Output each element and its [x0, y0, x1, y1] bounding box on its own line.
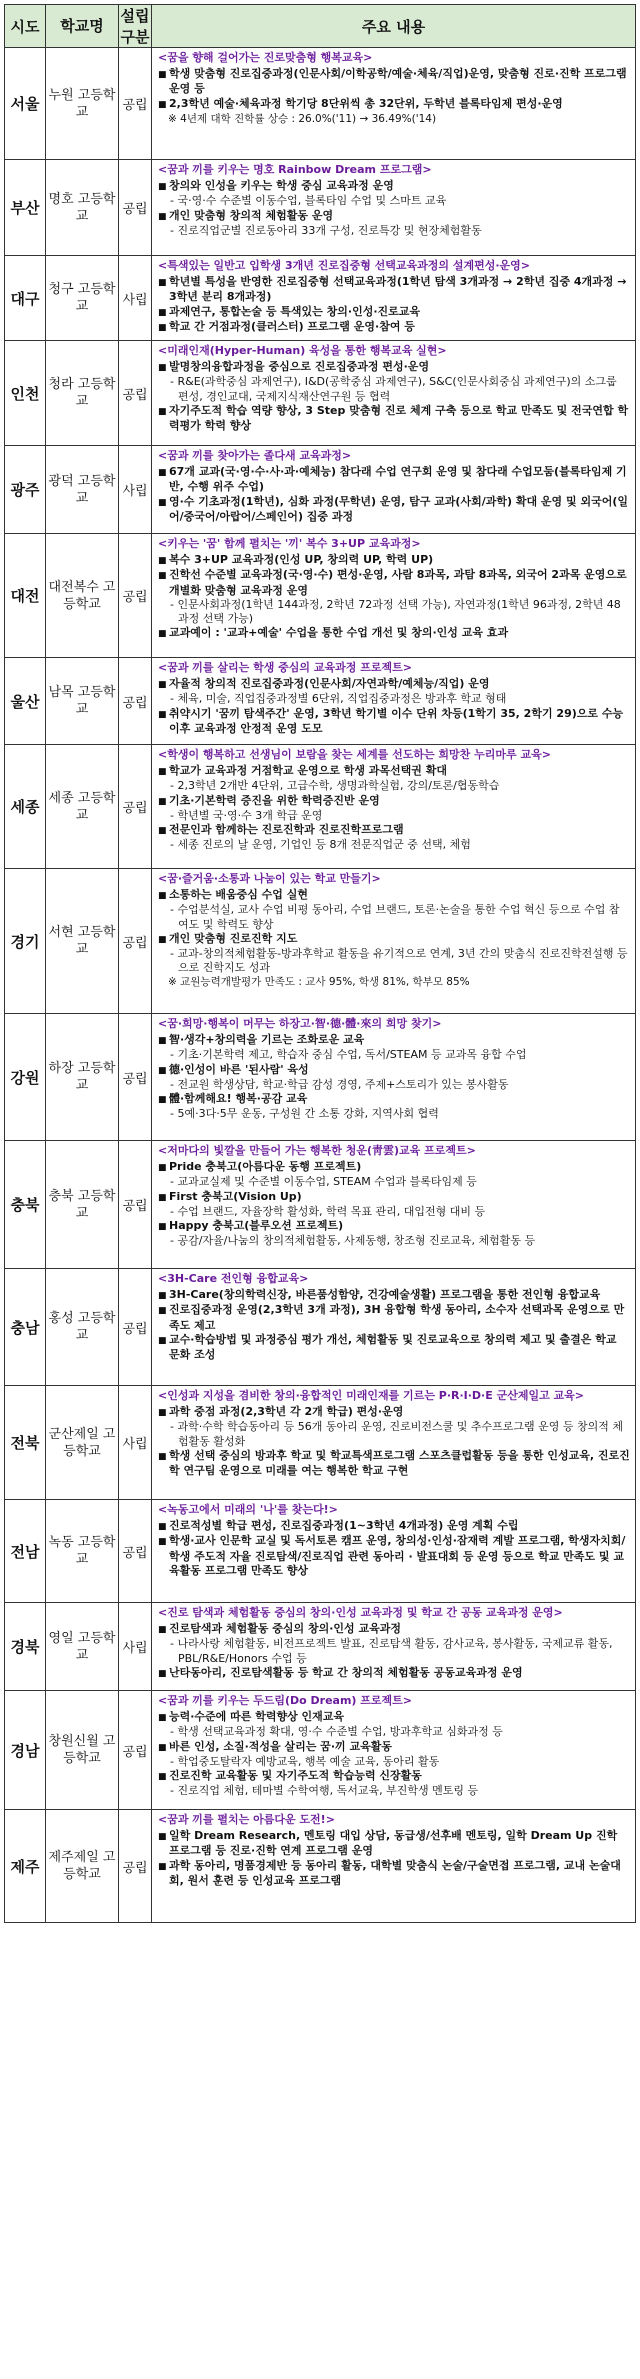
program-title: <꿈과 끼를 찾아가는 졸다새 교육과정> [158, 449, 352, 462]
header-type: 설립구분 [119, 5, 152, 48]
bullet-item: ■ 진로탐색과 체험활동 중심의 창의·인성 교육과정 [158, 1622, 630, 1637]
bullet-item: ■ 창의와 인성을 키우는 학생 중심 교육과정 운영 [158, 179, 630, 194]
school-name-cell: 녹동 고등학교 [46, 1500, 119, 1603]
establishment-type-cell: 공립 [119, 160, 152, 256]
school-name-cell: 홍성 고등학교 [46, 1269, 119, 1386]
sub-item: - 교과-창의적체험활동-방과후학교 활동을 유기적으로 연계, 3년 간의 맞춤식 진로진학전설행 등으로 진학지도 성과 [158, 947, 630, 975]
region-cell: 대구 [5, 256, 46, 341]
establishment-type-cell: 공립 [119, 745, 152, 869]
sub-item: - 전교원 학생상담, 학교·학급 감성 경영, 주제+스토리가 있는 봉사활동 [158, 1078, 630, 1092]
school-program-table [4, 4, 636, 1923]
school-name-cell: 하장 고등학교 [46, 1014, 119, 1141]
program-title: <꿈·희망·행복이 머무는 하장고·智·德·體·來의 희망 찾기> [158, 1017, 442, 1030]
bullet-item: ■ 소통하는 배움중심 수업 실현 [158, 888, 630, 903]
bullet-item: ■ 개인 맞춤형 진로진학 지도 [158, 932, 630, 947]
region-cell: 경북 [5, 1603, 46, 1691]
table-row [5, 1500, 636, 1603]
establishment-type-cell: 공립 [119, 1141, 152, 1269]
program-title: <꿈과 끼를 펼치는 아름다운 도전!> [158, 1813, 335, 1826]
region-cell: 전북 [5, 1386, 46, 1500]
region-cell: 전남 [5, 1500, 46, 1603]
establishment-type-cell: 공립 [119, 1269, 152, 1386]
main-content-cell [152, 1691, 636, 1810]
program-title: <꿈을 향해 걸어가는 진로맞춤형 행복교육> [158, 51, 373, 64]
bullet-item: ■ 기초·기본학력 증진을 위한 학력증진반 운영 [158, 794, 630, 809]
main-content-cell [152, 1014, 636, 1141]
bullet-item: ■ 학교 간 거점과정(클러스터) 프로그램 운영·참여 등 [158, 320, 630, 335]
region-cell: 울산 [5, 658, 46, 745]
table-row [5, 1269, 636, 1386]
sub-item: - 체육, 미술, 직업집중과정별 6단위, 직업집중과정은 방과후 학교 형태 [158, 692, 630, 706]
bullet-item: ■ 전문인과 함께하는 진로진학과 진로진학프로그램 [158, 823, 630, 838]
bullet-item: ■ 난타동아리, 진로탐색활동 등 학교 간 창의적 체험활동 공동교육과정 운영 [158, 1666, 630, 1681]
main-content-cell [152, 1269, 636, 1386]
table-row [5, 745, 636, 869]
program-title: <키우는 '꿈' 함께 펼치는 '끼' 복수 3+UP 교육과정> [158, 537, 421, 550]
school-name-cell: 청구 고등학교 [46, 256, 119, 341]
table-row [5, 341, 636, 446]
program-title: <학생이 행복하고 선생님이 보람을 찾는 세계를 선도하는 희망찬 누리마루 교육> [158, 748, 551, 761]
header-content: 주요 내용 [152, 5, 636, 48]
bullet-item: ■ 진로진학 교육활동 및 자기주도적 학습능력 신장활동 [158, 1769, 630, 1784]
school-name-cell: 충북 고등학교 [46, 1141, 119, 1269]
bullet-item: ■ 학생·교사 인문학 교실 및 독서토론 캠프 운영, 창의성·인성·잠재력 계발 프로그램, 학생자치회/학생 주도적 자율 진로탐색/진로직업 관련 동아리 · 발표대회 등 운영 등으로 학교 만족도 및 교육활동 프로그램 만족도 향상 [158, 1534, 630, 1578]
bullet-item: ■ 발명창의융합과정을 중심으로 진로집중과정 편성·운영 [158, 360, 630, 375]
region-cell: 광주 [5, 446, 46, 534]
main-content-cell [152, 1810, 636, 1923]
bullet-item: ■ 2,3학년 예술·체육과정 학기당 8단위씩 총 32단위, 두학년 블록타임제 편성·운영 [158, 97, 630, 112]
establishment-type-cell: 공립 [119, 48, 152, 160]
sub-item: - 2,3학년 2개반 4단위, 고급수학, 생명과학실험, 강의/토론/협동학습 [158, 779, 630, 793]
note-item: ※ 4년제 대학 진학률 상승 : 26.0%('11) → 36.49%('14) [168, 112, 437, 125]
region-cell: 세종 [5, 745, 46, 869]
program-title: <저마다의 빛깔을 만들어 가는 행복한 청운(靑雲)교육 프로젝트> [158, 1144, 476, 1157]
program-title: <꿈·즐거움·소통과 나눔이 있는 학교 만들기> [158, 872, 381, 885]
school-name-cell: 누원 고등학교 [46, 48, 119, 160]
main-content-cell [152, 534, 636, 658]
establishment-type-cell: 공립 [119, 1810, 152, 1923]
program-title: <인성과 지성을 겸비한 창의·융합적인 미래인재를 기르는 P·R·I·D·E 군산제일고 교육> [158, 1389, 585, 1402]
sub-item: - 국·영·수 수준별 이동수업, 블록타임 수업 및 스마트 교육 [158, 194, 630, 208]
school-name-cell: 제주제일 고등학교 [46, 1810, 119, 1923]
bullet-item: ■ 영·수 기초과정(1학년), 심화 과정(무학년) 운영, 탐구 교과(사회/과학) 확대 운영 및 외국어(일어/중국어/아랍어/스페인어) 집중 과정 [158, 495, 630, 524]
bullet-item: ■ 학년별 특성을 반영한 진로집중형 선택교육과정(1학년 탐색 3개과정 → 2학년 집중 4개과정 → 3학년 분리 8개과정) [158, 275, 630, 304]
main-content-cell [152, 869, 636, 1014]
header-school: 학교명 [46, 5, 119, 48]
bullet-item: ■ 능력·수준에 따른 학력향상 인재교육 [158, 1710, 630, 1725]
table-row [5, 256, 636, 341]
sub-item: - 학년별 국·영·수 3개 학급 운영 [158, 809, 630, 823]
bullet-item: ■ 바른 인성, 소질·적성을 살리는 꿈·끼 교육활동 [158, 1740, 630, 1755]
bullet-item: ■ 교과예이 : '교과+예술' 수업을 통한 수업 개선 및 창의·인성 교육 효과 [158, 626, 630, 641]
establishment-type-cell: 사립 [119, 256, 152, 341]
sub-item: - 기초·기본학력 제고, 학습자 중심 수업, 독서/STEAM 등 교과목 융합 수업 [158, 1048, 630, 1062]
school-name-cell: 광덕 고등학교 [46, 446, 119, 534]
sub-item: - 수업 브랜드, 자율장학 활성화, 학력 목표 관리, 대입전형 대비 등 [158, 1205, 630, 1219]
sub-item: - 나라사랑 체험활동, 비전프로젝트 발표, 진로탐색 활동, 감사교육, 봉사활동, 국제교류 활동, PBL/R&E/Honors 수업 등 [158, 1637, 630, 1665]
program-title: <3H-Care 전인형 융합교육> [158, 1272, 309, 1285]
header-region: 시도 [5, 5, 46, 48]
bullet-item: ■ 교수·학습방법 및 과정중심 평가 개선, 체험활동 및 진로교육으로 창의력 제고 및 출결은 학교 문화 조성 [158, 1333, 630, 1362]
bullet-item: ■ 과학 동아리, 명품경제반 등 동아리 활동, 대학별 맞춤식 논술/구술면접 프로그램, 교내 논술대회, 원서 훈련 등 인성교육 프로그램 [158, 1859, 630, 1888]
bullet-item: ■ 진로적성별 학급 편성, 진로집중과정(1~3학년 4개과정) 운영 계획 수립 [158, 1519, 630, 1534]
sub-item: - 진로직업군별 진로동아리 33개 구성, 진로특강 및 현장체험활동 [158, 224, 630, 238]
bullet-item: ■ 개인 맞춤형 창의적 체험활동 운영 [158, 209, 630, 224]
sub-item: - 세종 진로의 날 운영, 기업인 등 8개 전문직업군 중 선택, 체험 [158, 838, 630, 852]
region-cell: 경기 [5, 869, 46, 1014]
establishment-type-cell: 공립 [119, 341, 152, 446]
school-name-cell: 서현 고등학교 [46, 869, 119, 1014]
bullet-item: ■ 과제연구, 통합논술 등 특색있는 창의·인성·진로교육 [158, 305, 630, 320]
program-title: <꿈과 끼를 살리는 학생 중심의 교육과정 프로젝트> [158, 661, 412, 674]
sub-item: - 5예·3다·5무 운동, 구성원 간 소통 강화, 지역사회 협력 [158, 1107, 630, 1121]
main-content-cell [152, 658, 636, 745]
main-content-cell [152, 160, 636, 256]
bullet-item: ■ 복수 3+UP 교육과정(인성 UP, 창의력 UP, 학력 UP) [158, 553, 630, 568]
region-cell: 충북 [5, 1141, 46, 1269]
table-row [5, 160, 636, 256]
establishment-type-cell: 사립 [119, 1386, 152, 1500]
establishment-type-cell: 공립 [119, 1691, 152, 1810]
establishment-type-cell: 사립 [119, 1603, 152, 1691]
sub-item: - 수업분석실, 교사 수업 비평 동아리, 수업 브랜드, 토론·논술을 통한 수업 혁신 등으로 수업 참여도 및 학력도 향상 [158, 903, 630, 931]
region-cell: 제주 [5, 1810, 46, 1923]
main-content-cell [152, 1386, 636, 1500]
main-content-cell [152, 745, 636, 869]
bullet-item: ■ 3H-Care(창의학력신장, 바른품성함양, 건강예술생활) 프로그램을 통한 전인형 융합교육 [158, 1288, 630, 1303]
main-content-cell [152, 48, 636, 160]
table-header-row [5, 5, 636, 48]
table-row [5, 1386, 636, 1500]
program-title: <녹동고에서 미래의 '나'를 찾는다!> [158, 1503, 338, 1516]
main-content-cell [152, 256, 636, 341]
table-row [5, 658, 636, 745]
establishment-type-cell: 사립 [119, 446, 152, 534]
table-row [5, 869, 636, 1014]
bullet-item: ■ Pride 충북고(아름다운 동행 프로젝트) [158, 1160, 630, 1175]
table-row [5, 534, 636, 658]
bullet-item: ■ 德·인성이 바른 '된사람' 육성 [158, 1063, 630, 1078]
bullet-item: ■ 취약시기 '꿈끼 탐색주간' 운영, 3학년 학기별 이수 단위 차등(1학기 35, 2학기 29)으로 수능 이후 교육과정 안정적 운영 도모 [158, 707, 630, 736]
school-name-cell: 남목 고등학교 [46, 658, 119, 745]
school-name-cell: 군산제일 고등학교 [46, 1386, 119, 1500]
school-name-cell: 창원신월 고등학교 [46, 1691, 119, 1810]
program-title: <진로 탐색과 체험활동 중심의 창의·인성 교육과정 및 학교 간 공동 교육과정 운영> [158, 1606, 563, 1619]
bullet-item: ■ First 충북고(Vision Up) [158, 1190, 630, 1205]
main-content-cell [152, 1603, 636, 1691]
bullet-item: ■ 과학 중점 과정(2,3학년 각 2개 학급) 편성·운영 [158, 1405, 630, 1420]
bullet-item: ■ 진학선 수준별 교육과정(국·영·수) 편성·운영, 사람 8과목, 과탐 8과목, 외국어 2과목 운영으로 개별화 맞춤형 교육과정 운영 [158, 568, 630, 597]
main-content-cell [152, 1500, 636, 1603]
bullet-item: ■ 학교가 교육과정 거점학교 운영으로 학생 과목선택권 확대 [158, 764, 630, 779]
table-row [5, 446, 636, 534]
main-content-cell [152, 341, 636, 446]
region-cell: 강원 [5, 1014, 46, 1141]
school-name-cell: 청라 고등학교 [46, 341, 119, 446]
table-row [5, 48, 636, 160]
region-cell: 경남 [5, 1691, 46, 1810]
main-content-cell [152, 446, 636, 534]
sub-item: - 진로직업 체험, 테마별 수학여행, 독서교육, 부진학생 멘토링 등 [158, 1784, 630, 1798]
table-row [5, 1691, 636, 1810]
establishment-type-cell: 공립 [119, 1500, 152, 1603]
bullet-item: ■ 智·생각+창의력을 기르는 조화로운 교육 [158, 1033, 630, 1048]
establishment-type-cell: 공립 [119, 869, 152, 1014]
school-name-cell: 명호 고등학교 [46, 160, 119, 256]
bullet-item: ■ 진로집중과정 운영(2,3학년 3개 과정), 3H 융합형 학생 동아리, 소수자 선택과목 운영으로 만족도 제고 [158, 1303, 630, 1332]
sub-item: - 인문사회과정(1학년 144과정, 2학년 72과정 선택 가능), 자연과정(1학년 96과정, 2학년 48과정 선택 가능) [158, 598, 630, 626]
region-cell: 서울 [5, 48, 46, 160]
bullet-item: ■ 자기주도적 학습 역량 향상, 3 Step 맞춤형 진로 체계 구축 등으로 학교 만족도 및 전국연합 학력평가 학력 향상 [158, 404, 630, 433]
region-cell: 대전 [5, 534, 46, 658]
program-title: <미래인재(Hyper-Human) 육성을 통한 행복교육 실현> [158, 344, 447, 357]
sub-item: - 교과교실제 및 수준별 이동수업, STEAM 수업과 블록타임제 등 [158, 1175, 630, 1189]
bullet-item: ■ 학생 선택 중심의 방과후 학교 및 학교특색프로그램 스포츠클럽활동 등을 통한 인성교육, 진로진학 연구팀 운영으로 미래를 여는 행복한 학교 구현 [158, 1449, 630, 1478]
table-row [5, 1810, 636, 1923]
sub-item: - 학생 선택교육과정 확대, 영·수 수준별 수업, 방과후학교 심화과정 등 [158, 1725, 630, 1739]
table-row [5, 1141, 636, 1269]
region-cell: 부산 [5, 160, 46, 256]
table-row [5, 1014, 636, 1141]
region-cell: 충남 [5, 1269, 46, 1386]
establishment-type-cell: 공립 [119, 534, 152, 658]
table-body [5, 48, 636, 1923]
sub-item: - R&E(과학중심 과제연구), I&D(공학중심 과제연구), S&C(인문사회중심 과제연구)의 소그룹 편성, 경인교대, 국제지식재산연구원 등 협력 [158, 375, 630, 403]
sub-item: - 공감/자율/나눔의 창의적체험활동, 사제동행, 창조형 진로교육, 체험활동 등 [158, 1234, 630, 1248]
establishment-type-cell: 공립 [119, 658, 152, 745]
main-content-cell [152, 1141, 636, 1269]
bullet-item: ■ 67개 교과(국·영·수·사·과·예체능) 참다래 수업 연구회 운영 및 참다래 수업모둠(블록타임제 기반, 수행 위주 수업) [158, 465, 630, 494]
program-title: <꿈과 끼를 키우는 두드림(Do Dream) 프로젝트> [158, 1694, 412, 1707]
bullet-item: ■ 일학 Dream Research, 멘토링 대입 상담, 동급생/선후배 멘토링, 일학 Dream Up 진학 프로그램 등 진로·진학 연계 프로그램 운영 [158, 1829, 630, 1858]
school-name-cell: 영일 고등학교 [46, 1603, 119, 1691]
school-name-cell: 대전복수 고등학교 [46, 534, 119, 658]
bullet-item: ■ Happy 충북고(블루오션 프로젝트) [158, 1219, 630, 1234]
school-name-cell: 세종 고등학교 [46, 745, 119, 869]
bullet-item: ■ 자율적 창의적 진로집중과정(인문사회/자연과학/예체능/직업) 운영 [158, 677, 630, 692]
bullet-item: ■ 학생 맞춤형 진로집중과정(인문사회/이학공학/예술·체육/직업)운영, 맞춤형 진로·진학 프로그램 운영 등 [158, 67, 630, 96]
establishment-type-cell: 공립 [119, 1014, 152, 1141]
sub-item: - 과학·수학 학습동아리 등 56개 동아리 운영, 진로비전스쿨 및 추수프로그램 운영 등 창의적 체험활동 활성화 [158, 1420, 630, 1448]
region-cell: 인천 [5, 341, 46, 446]
program-title: <특색있는 일반고 입학생 3개년 진로집중형 선택교육과정의 설계편성·운영> [158, 259, 531, 272]
table-row [5, 1603, 636, 1691]
sub-item: - 학업중도탈락자 예방교육, 행복 예술 교육, 동아리 활동 [158, 1755, 630, 1769]
note-item: ※ 교원능력개발평가 만족도 : 교사 95%, 학생 81%, 학부모 85% [168, 976, 470, 989]
program-title: <꿈과 끼를 키우는 명호 Rainbow Dream 프로그램> [158, 163, 432, 176]
bullet-item: ■ 體·함께해요! 행복·공감 교육 [158, 1092, 630, 1107]
